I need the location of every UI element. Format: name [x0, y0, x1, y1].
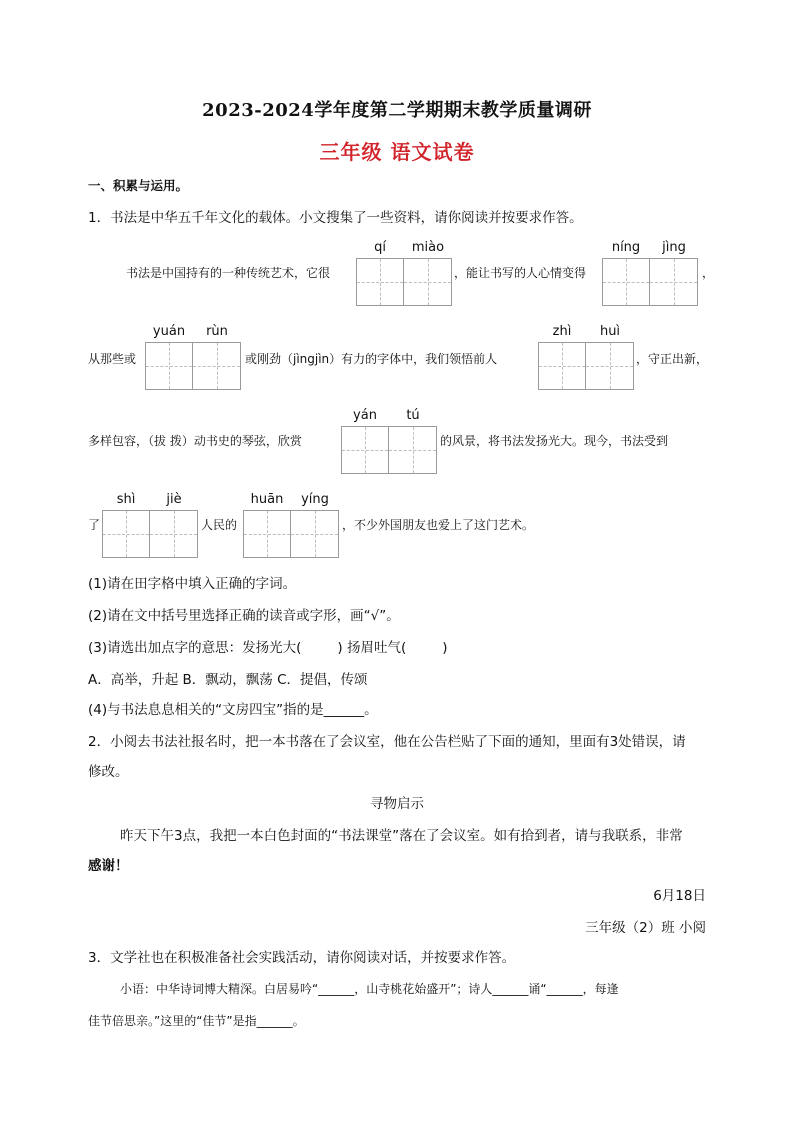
- tianzi-cell[interactable]: [243, 510, 291, 558]
- passage-line1-a: 书法是中国持有的一种传统艺术，它很: [126, 266, 331, 280]
- pinyin-shi: shì: [116, 492, 136, 507]
- passage-line3-b: 的风景，将书法发扬光大。现今，书法受到: [440, 434, 669, 448]
- tianzi-cell[interactable]: [602, 258, 650, 306]
- pinyin-yuan: yuán: [152, 324, 186, 339]
- passage-line2-a: 从那些或: [88, 352, 137, 366]
- tianzi-grid-zhihui[interactable]: [538, 342, 634, 390]
- tianzi-grid-qimiao[interactable]: [356, 258, 452, 306]
- pinyin-zhi: zhì: [552, 324, 572, 339]
- q1-sub3-b: ) 扬眉吐气(: [337, 640, 407, 656]
- q1-sub1: (1)请在田字格中填入正确的字词。: [88, 576, 297, 592]
- pinyin-qi: qí: [374, 240, 386, 255]
- exam-title: 2023-2024学年度第二学期期末教学质量调研: [202, 100, 592, 121]
- q2-intro-line2: 修改。: [88, 764, 129, 780]
- passage-line4-c: ，不少外国朋友也爱上了这门艺术。: [342, 518, 535, 532]
- q3-intro: 3．文学社也在积极准备社会实践活动，请你阅读对话，并按要求作答。: [88, 950, 516, 966]
- tianzi-cell[interactable]: [404, 258, 452, 306]
- notice-line2: 感谢！: [88, 858, 129, 874]
- passage-line3-a: 多样包容，（拔 拨）动书史的琴弦，欣赏: [88, 434, 302, 448]
- pinyin-run: rùn: [206, 324, 228, 339]
- tianzi-cell[interactable]: [150, 510, 198, 558]
- passage-line4-b: 人民的: [201, 518, 238, 532]
- q1-options: A．高举，升起 B．飘动，飘荡 C．提倡，传颂: [88, 672, 368, 688]
- q1-sub3: [88, 636, 448, 656]
- tianzi-grid-yuanrun[interactable]: [145, 342, 241, 390]
- tianzi-cell[interactable]: [193, 342, 241, 390]
- q3-dialog-line2: 佳节倍思亲。”这里的“佳节”是指______。: [88, 1014, 305, 1028]
- pinyin-jie: jiè: [166, 492, 182, 507]
- pinyin-jing: jìng: [662, 240, 686, 255]
- notice-line1: 昨天下午3点，我把一本白色封面的“书法课堂”落在了会议室。如有拾到者，请与我联系，非常: [120, 828, 683, 844]
- q1-sub3-c: ): [442, 640, 448, 656]
- notice-title: 寻物启示: [370, 796, 424, 812]
- pinyin-yan: yán: [353, 408, 377, 423]
- tianzi-grid-huanying[interactable]: [243, 510, 339, 558]
- tianzi-grid-yantu[interactable]: [341, 426, 437, 474]
- q3-dialog-line1: 小语：中华诗词博大精深。白居易吟“______，山寺桃花始盛开”；诗人______诵“______，每逢: [120, 982, 619, 996]
- tianzi-cell[interactable]: [102, 510, 150, 558]
- passage-line2-b: 或刚劲（jìngjìn）有力的字体中，我们领悟前人: [245, 352, 498, 366]
- tianzi-grid-ningjing[interactable]: [602, 258, 698, 306]
- passage-line1-b: ，能让书写的人心情变得: [454, 266, 587, 280]
- tianzi-cell[interactable]: [356, 258, 404, 306]
- tianzi-cell[interactable]: [291, 510, 339, 558]
- pinyin-huan: huān: [250, 492, 284, 507]
- passage-line1-c: ，: [702, 266, 715, 280]
- tianzi-grid-shijie[interactable]: [102, 510, 198, 558]
- notice-date: 6月18日: [653, 888, 706, 904]
- q1-sub2: (2)请在文中括号里选择正确的读音或字形，画“√”。: [88, 608, 400, 624]
- notice-signature: 三年级（2）班 小阅: [585, 920, 706, 936]
- tianzi-cell[interactable]: [586, 342, 634, 390]
- q2-intro-line1: 2．小阅去书法社报名时，把一本书落在了会议室，他在公告栏贴了下面的通知，里面有3处错误，请: [88, 734, 686, 750]
- q1-sub4: (4)与书法息息相关的“文房四宝”指的是______。: [88, 702, 378, 718]
- passage-line4-a: 了: [88, 518, 101, 532]
- pinyin-ying: yíng: [301, 492, 329, 507]
- section-heading: 一、积累与运用。: [88, 178, 189, 193]
- pinyin-tu: tú: [406, 408, 420, 423]
- pinyin-miao: miào: [411, 240, 445, 255]
- q1-intro: 1．书法是中华五千年文化的载体。小文搜集了一些资料，请你阅读并按要求作答。: [88, 210, 583, 226]
- tianzi-cell[interactable]: [389, 426, 437, 474]
- tianzi-cell[interactable]: [341, 426, 389, 474]
- tianzi-cell[interactable]: [538, 342, 586, 390]
- tianzi-cell[interactable]: [145, 342, 193, 390]
- exam-subtitle: 三年级 语文试卷: [319, 140, 475, 164]
- pinyin-hui: huì: [599, 324, 621, 339]
- tianzi-cell[interactable]: [650, 258, 698, 306]
- q1-sub3-a: (3)请选出加点字的意思：发扬光大(: [88, 640, 302, 656]
- passage-line2-c: ，守正出新，: [636, 352, 709, 366]
- pinyin-ning: níng: [611, 240, 641, 255]
